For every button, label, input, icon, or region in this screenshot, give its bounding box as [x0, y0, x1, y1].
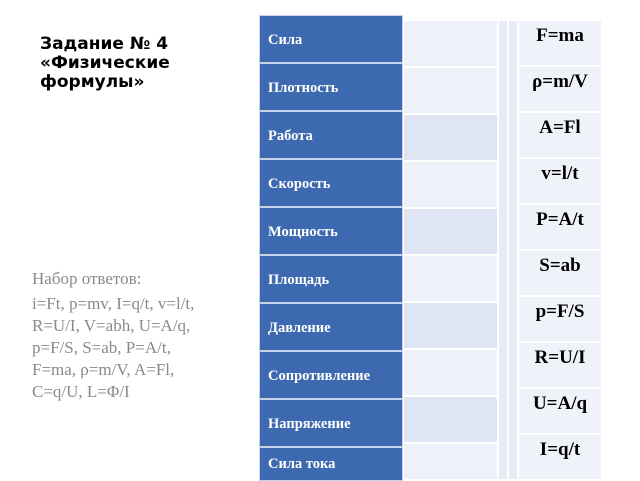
answer-blank — [403, 396, 498, 443]
answer-blank — [403, 161, 498, 208]
answers-list — [32, 293, 247, 403]
quantity-label: Площадь — [259, 255, 403, 303]
formula-cell: P=A/t — [518, 204, 602, 250]
answer-blank — [403, 349, 498, 396]
quantity-label: Мощность — [259, 207, 403, 255]
quantity-label: Плотность — [259, 63, 403, 111]
answers-line: i=Ft, p=mv, I=q/t, v=l/t, — [32, 294, 195, 313]
answer-blank — [403, 114, 498, 161]
quantity-label: Сила — [259, 15, 403, 63]
formula-cell: ρ=m/V — [518, 66, 602, 112]
formula-cell: p=F/S — [518, 296, 602, 342]
quantity-label: Скорость — [259, 159, 403, 207]
separator-column — [508, 20, 518, 480]
quantity-label: Сила тока — [259, 447, 403, 481]
answers-line: F=ma, ρ=m/V, A=Fl, — [32, 360, 175, 379]
task-title: Задание № 4 «Физические формулы» — [40, 34, 170, 92]
formula-cell: A=Fl — [518, 112, 602, 158]
quantity-label: Работа — [259, 111, 403, 159]
answer-blank — [403, 67, 498, 114]
answers-heading: Набор ответов: — [32, 269, 142, 288]
formula-cell: R=U/I — [518, 342, 602, 388]
separator-column — [498, 20, 508, 480]
formula-cell: I=q/t — [518, 434, 602, 480]
quantity-label: Давление — [259, 303, 403, 351]
formula-cell: U=A/q — [518, 388, 602, 434]
answers-line: C=q/U, L=Φ/I — [32, 382, 130, 401]
quantity-label: Напряжение — [259, 399, 403, 447]
formula-cell: S=ab — [518, 250, 602, 296]
answer-blank — [403, 20, 498, 67]
formula-cell: F=ma — [518, 20, 602, 66]
answer-blank — [403, 443, 498, 480]
answers-line: R=U/I, V=abh, U=A/q, — [32, 316, 191, 335]
answer-blank — [403, 302, 498, 349]
answer-blank — [403, 255, 498, 302]
quantity-label: Сопротивление — [259, 351, 403, 399]
formula-cell: v=l/t — [518, 158, 602, 204]
answer-blank — [403, 208, 498, 255]
answers-line: p=F/S, S=ab, P=A/t, — [32, 338, 171, 357]
